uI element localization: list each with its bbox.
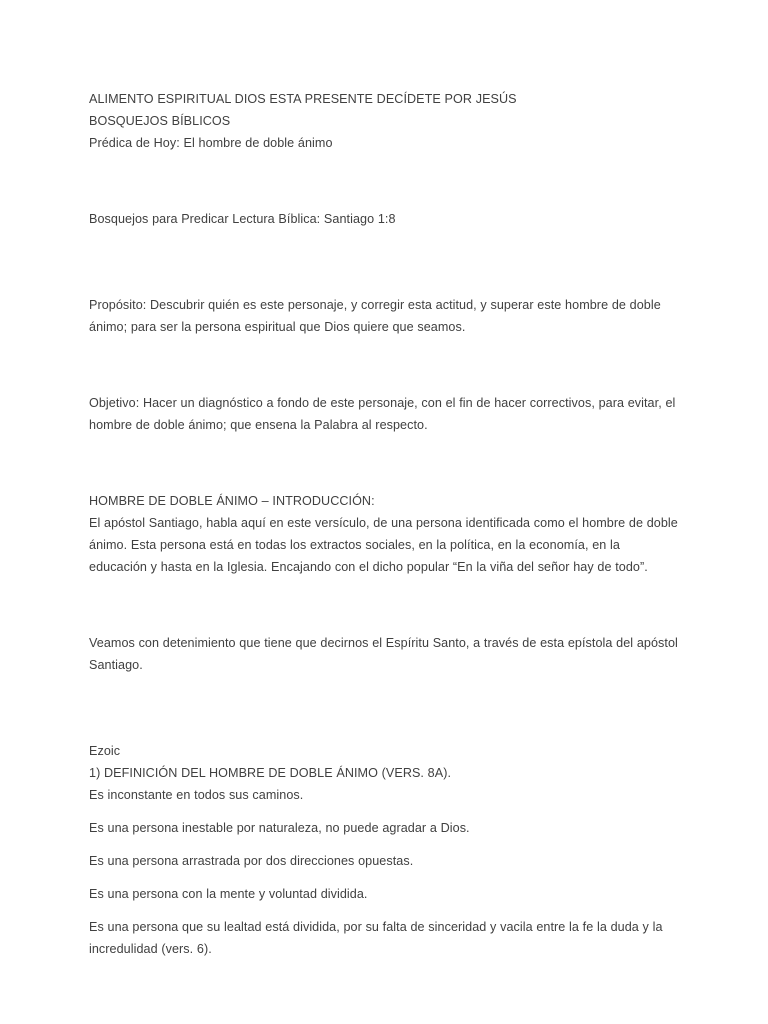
list-item: Es inconstante en todos sus caminos. [89, 788, 304, 802]
category-heading: BOSQUEJOS BÍBLICOS [89, 114, 231, 128]
ezoic-ad-slot-label: Ezoic [89, 744, 121, 758]
list-item: Es una persona arrastrada por dos direcciones opuestas. [89, 854, 414, 868]
objective-paragraph: Objetivo: Hacer un diagnóstico a fondo de este personaje, con el fin de hacer correctivos, para evitar, el hombre de doble ánimo; que ensena la Palabra al respecto. [89, 396, 676, 432]
sermon-title-line: Prédica de Hoy: El hombre de doble ánimo [89, 136, 333, 150]
scripture-reference-line: Bosquejos para Predicar Lectura Bíblica: Santiago 1:8 [89, 212, 396, 226]
list-item: Es una persona con la mente y voluntad dividida. [89, 887, 368, 901]
introduction-paragraph: El apóstol Santiago, habla aquí en este versículo, de una persona identificada como el hombre de doble ánimo. Esta persona está en todas los extractos sociales, en la política, en la economía, en la educación y hasta en la Iglesia. Encajando con el dicho popular “En la viña del señor hay de todo”. [89, 516, 678, 574]
introduction-heading: HOMBRE DE DOBLE ÁNIMO – INTRODUCCIÓN: [89, 494, 375, 508]
document-body [89, 88, 681, 971]
site-heading: ALIMENTO ESPIRITUAL DIOS ESTA PRESENTE DECÍDETE POR JESÚS [89, 92, 517, 106]
list-item: Es una persona que su lealtad está dividida, por su falta de sinceridad y vacila entre la fe la duda y la incredulidad (vers. 6). [89, 920, 663, 956]
purpose-paragraph: Propósito: Descubrir quién es este personaje, y corregir esta actitud, y superar este hombre de doble ánimo; para ser la persona espiritual que Dios quiere que seamos. [89, 298, 661, 334]
list-item: Es una persona inestable por naturaleza, no puede agradar a Dios. [89, 821, 470, 835]
section-one-heading: 1) DEFINICIÓN DEL HOMBRE DE DOBLE ÁNIMO (VERS. 8A). [89, 766, 452, 780]
transition-paragraph: Veamos con detenimiento que tiene que decirnos el Espíritu Santo, a través de esta epístola del apóstol Santiago. [89, 636, 678, 672]
